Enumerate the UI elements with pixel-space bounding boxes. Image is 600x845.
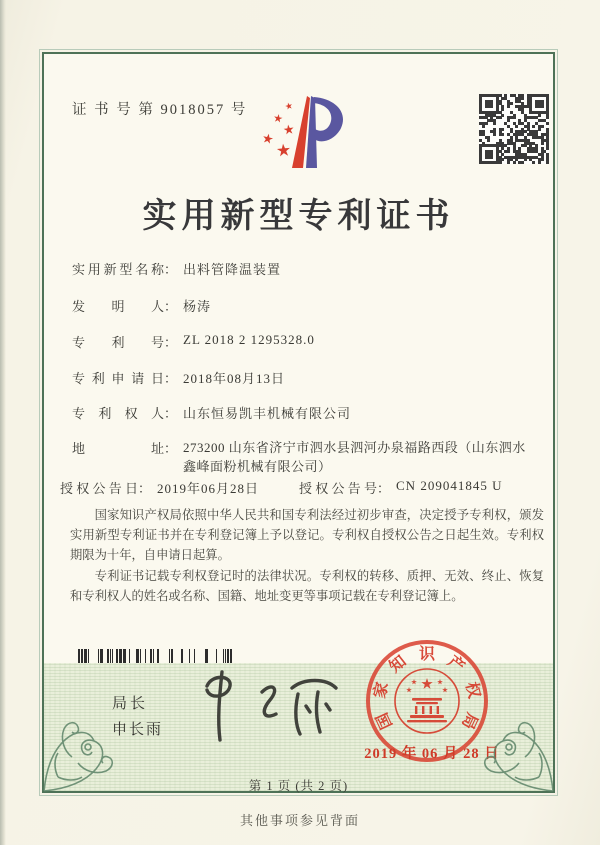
logo-star-icon: ★ [272,112,284,126]
seal-arc-char: 产 [444,652,468,677]
director-name: 申长雨 [112,722,164,738]
seal-arc-char: 家 [371,680,392,701]
legal-paragraph-1: 国家知识产权局依照中华人民共和国专利法经过初步审查，决定授予专利权，颁发实用新型专利证书并在专利登记簿上予以登记。专利权自授权公告之日起生效。专利权期限为十年，自申请日起算。 [70,508,544,562]
logo-star-icon: ★ [282,121,296,138]
field-row-name: 实用新型名称： 出料管降温装置 [72,259,281,278]
field-value: 273200 山东省济宁市泗水县泗河办泉福路西段（山东泗水鑫峰面粉机械有限公司） [183,440,526,474]
qr-code [479,94,549,164]
field-value: 2018年08月13日 [183,371,286,386]
field-row-inventor: 发明人： 杨涛 [72,296,211,315]
field-label: 实用新型名称 [72,262,164,277]
field-value: 杨涛 [183,299,212,314]
field-label: 授权公告号 [299,481,377,496]
field-label: 发明人 [72,299,164,314]
seal-arc-char: 识 [418,646,435,663]
field-label: 专利申请日 [72,371,164,386]
logo-star-icon: ★ [275,140,293,161]
seal-arc-char: 局 [458,709,481,732]
grant-date-row: 授权公告日： 2019年06月28日 [60,478,259,497]
cnipa-logo-icon [257,90,352,175]
field-row-patentee: 专利权人： 山东恒易凯丰机械有限公司 [72,403,351,422]
field-label: 专利号 [72,335,164,350]
seal-date: 2019 年 06 月 28 日 [364,746,500,762]
seal-arc-char: 知 [386,652,410,677]
handwritten-signature [192,662,352,748]
certificate-number: 证 书 号 第 9018057 号 [72,102,248,118]
field-label: 专利权人 [72,406,164,421]
field-row-address: 地址： 273200 山东省济宁市泗水县泗河办泉福路西段（山东泗水鑫峰面粉机械有限公司） [72,438,535,476]
logo-star-icon: ★ [283,100,295,112]
field-label: 授权公告日 [60,481,138,496]
legal-text [70,506,544,609]
field-value: 出料管降温装置 [183,262,282,277]
logo-star-icon: ★ [260,129,276,148]
certificate-title: 实用新型专利证书 [142,198,455,235]
field-value: 2019年06月28日 [157,481,260,496]
field-value: CN 209041845 U [396,478,503,493]
director-title: 局长 [112,696,149,712]
national-emblem-icon [391,665,463,737]
certificate-border [42,52,555,793]
field-row-patent-no: 专利号： ZL 2018 2 1295328.0 [72,332,315,350]
field-label: 地址 [72,441,164,456]
seal-arc-char: 国 [373,709,396,732]
page-number: 第 1 页 (共 2 页) [248,779,349,793]
barcode [75,649,233,663]
corner-flourish-icon [463,701,555,793]
field-row-filing-date: 专利申请日： 2018年08月13日 [72,368,285,387]
legal-paragraph-2: 专利证书记载专利权登记时的法律状况。专利权的转移、质押、无效、终止、恢复和专利权人的姓名或名称、国籍、地址变更等事项记载在专利登记簿上。 [70,569,544,604]
field-value: 山东恒易凯丰机械有限公司 [183,406,352,421]
grant-number-row: 授权公告号： CN 209041845 U [299,478,503,496]
back-note: 其他事项参见背面 [239,813,360,828]
corner-flourish-icon [42,701,134,793]
field-value: ZL 2018 2 1295328.0 [183,332,315,347]
seal-arc-char: 权 [462,680,483,701]
